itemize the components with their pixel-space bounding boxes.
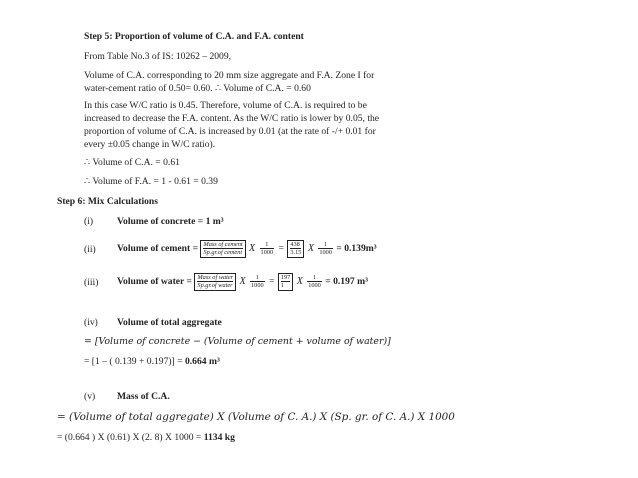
mass-ca-calc-text: = (0.664 ) X (0.61) X (2. 8) X 1000 =: [57, 432, 202, 443]
unit-fraction: [260, 241, 275, 256]
equals-sign: =: [278, 243, 284, 254]
multiply-sign: X: [239, 276, 246, 287]
fraction-denominator: Sp.gr.of cement: [203, 249, 243, 257]
para1-line2: water-cement ratio of 0.50= 0.60. ∴ Volume of C.A. = 0.60: [84, 83, 311, 94]
item-ii-number: (ii): [84, 244, 96, 255]
fraction-numerator: Mass of cement: [203, 240, 243, 248]
total-aggregate-title: Volume of total aggregate: [117, 317, 222, 328]
fraction-denominator: 1000: [251, 282, 264, 290]
cement-value-fraction: [287, 240, 304, 258]
step6-heading: Step 6: Mix Calculations: [57, 196, 159, 207]
fraction-numerator: Mass of water: [197, 273, 234, 281]
cement-mass-fraction: [200, 240, 245, 258]
total-aggregate-formula: = [Volume of concrete − (Volume of cement + volume of water)]: [84, 336, 391, 347]
para1-line1: Volume of C.A. corresponding to 20 mm size aggregate and F.A. Zone I for: [84, 70, 375, 81]
fraction-numerator: 1: [260, 241, 275, 249]
multiply-sign: X: [296, 276, 303, 287]
unit-fraction: [318, 241, 333, 256]
water-value-fraction: [278, 273, 293, 291]
fraction-denominator: 1000: [260, 249, 274, 257]
water-label: Volume of water =: [117, 276, 193, 287]
cement-result: = 0.139m³: [336, 243, 377, 254]
cement-equation: [117, 238, 377, 260]
para2-line4: every ±0.05 change in W/C ratio).: [84, 139, 216, 150]
mass-ca-title: Mass of C.A.: [117, 391, 170, 402]
item-v-number: (v): [84, 391, 96, 402]
table-reference: From Table No.3 of IS: 10262 – 2009,: [84, 51, 232, 62]
step5-heading: Step 5: Proportion of volume of C.A. and F.A. content: [84, 31, 304, 42]
water-equation: [117, 271, 368, 293]
unit-fraction: [250, 274, 265, 289]
para2-line3: proportion of volume of C.A. is increased by 0.01 (at the rate of -/+ 0.01 for: [84, 126, 376, 137]
fraction-denominator: 1000: [319, 249, 332, 257]
fraction-numerator: 438: [290, 240, 300, 248]
fraction-numerator: 1: [250, 274, 265, 282]
item-iii-number: (iii): [84, 277, 99, 288]
para2-line1: In this case W/C ratio is 0.45. Therefore, volume of C.A. is required to be: [84, 100, 367, 111]
total-aggregate-calculation: [84, 356, 220, 368]
para2-line2: increased to decrease the F.A. content. As the W/C ratio is lower by 0.05, the: [84, 113, 380, 124]
cement-label: Volume of cement =: [117, 243, 199, 254]
mass-ca-result: 1134 kg: [203, 432, 235, 443]
total-aggregate-calc-text: = [1 – ( 0.139 + 0.197)] =: [84, 356, 183, 367]
item-iv-number: (iv): [84, 317, 98, 328]
fraction-denominator: 1: [280, 282, 285, 290]
equals-sign: =: [269, 276, 275, 287]
fraction-numerator: 1: [318, 241, 333, 249]
water-mass-fraction: [194, 273, 236, 291]
mass-ca-calculation: [57, 432, 235, 444]
fraction-numerator: 1: [307, 274, 322, 282]
water-result: = 0.197 m³: [325, 276, 368, 287]
volume-fa-result: ∴ Volume of F.A. = 1 - 0.61 = 0.39: [84, 176, 218, 187]
fraction-denominator: 1000: [308, 282, 321, 290]
fraction-denominator: 3.15: [290, 249, 302, 257]
fraction-denominator: Sp.gr.of water: [197, 282, 233, 290]
unit-fraction: [307, 274, 322, 289]
multiply-sign: X: [249, 243, 256, 254]
multiply-sign: X: [307, 243, 314, 254]
volume-of-concrete: Volume of concrete = 1 m³: [117, 216, 224, 227]
fraction-numerator: 197: [280, 273, 291, 281]
volume-ca-result: ∴ Volume of C.A. = 0.61: [84, 157, 180, 168]
item-i-number: (i): [84, 216, 94, 227]
total-aggregate-result: 0.664 m³: [184, 356, 220, 367]
mass-ca-formula: = (Volume of total aggregate) X (Volume of C. A.) X (Sp. gr. of C. A.) X 1000: [57, 411, 455, 423]
